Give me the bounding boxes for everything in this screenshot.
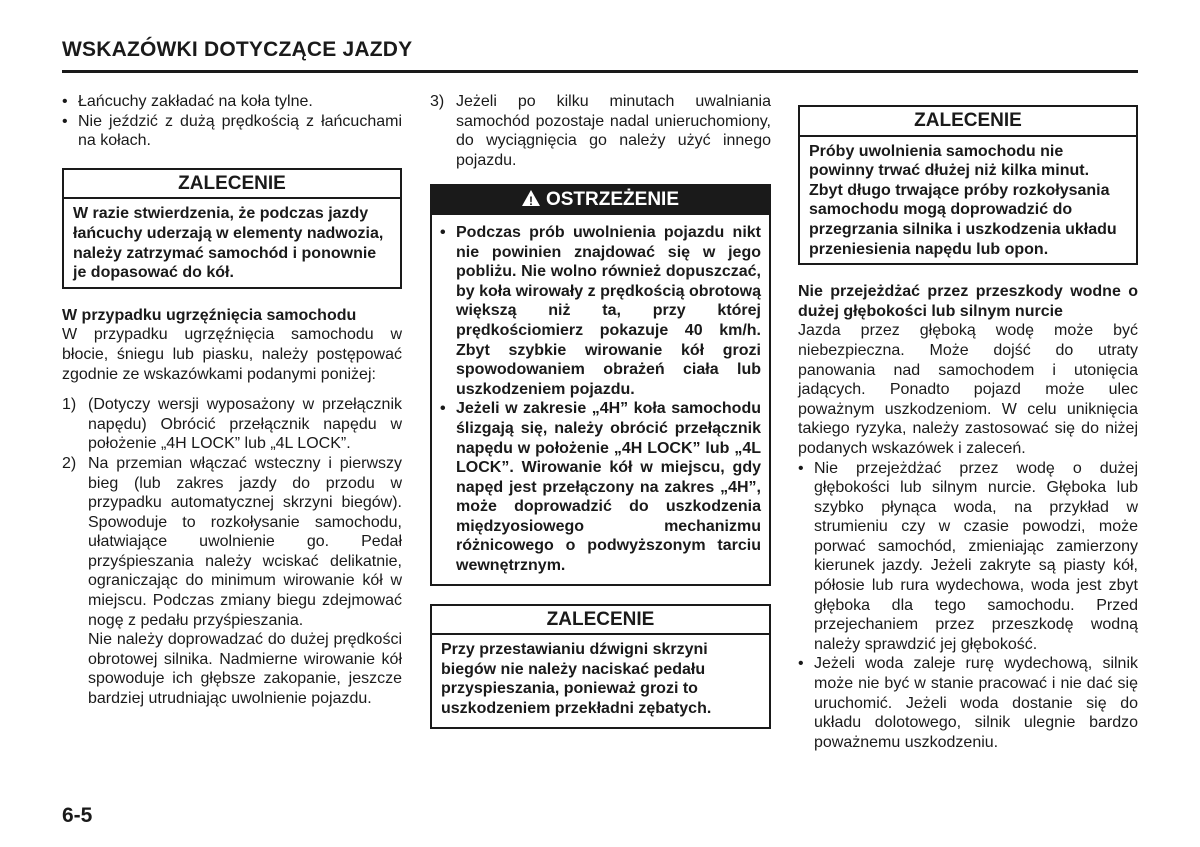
notice-title: ZALECENIE bbox=[432, 606, 769, 636]
chain-tips-list bbox=[62, 92, 402, 151]
step-item bbox=[62, 395, 402, 454]
water-section bbox=[798, 282, 1138, 458]
page-number: 6-5 bbox=[62, 804, 93, 827]
column-left bbox=[62, 92, 402, 709]
list-item: • Jeżeli woda zaleje rurę wydechową, silnik może nie być w stanie pracować i nie dać się uruchomić. Jeżeli woda dostanie się do układu dolotowego, silnik ulegnie bardzo poważnemu uszkodzeniu. bbox=[798, 654, 1138, 752]
warning-title bbox=[432, 186, 769, 215]
section-intro: W przypadku ugrzęźnięcia samochodu w błocie, śniegu lub piasku, należy postępować zgodnie ze wskazówkami podanymi poniżej: bbox=[62, 326, 402, 383]
column-middle bbox=[430, 92, 771, 729]
step-text: Jeżeli po kilku minutach uwalniania samochód pozostaje nadal unieruchomiony, do wyciągnięcia go należy użyć innego pojazdu. bbox=[456, 93, 771, 169]
step-item bbox=[430, 92, 771, 170]
step-number: 3) bbox=[430, 93, 445, 110]
notice-box-chains bbox=[62, 168, 402, 289]
warning-list bbox=[440, 223, 761, 576]
notice-body: Przy przestawianiu dźwigni skrzyni biegów nie należy naciskać pedału przyspieszania, ponieważ grozi to uszkodzeniem przekładni zębatych. bbox=[441, 641, 712, 718]
list-item: • Nie przejeżdżać przez wodę o dużej głębokości lub silnym nurcie. Głęboka lub szybko płynąca woda, na przykład w strumieniu czy w czasie powodzi, może porwać samochód, zmieniając zamierzony kierunek jazdy. Jeżeli zakryte są piasty kół, półosie lub rura wydechowa, woda jest zbyt głęboka dla tego samochodu. Przed przejechaniem przez przeszkodę wodną należy sprawdzić jej głębokość. bbox=[798, 459, 1138, 655]
list-item: • Łańcuchy zakładać na koła tylne. bbox=[62, 92, 402, 112]
water-tips-list bbox=[798, 459, 1138, 753]
section-heading: W przypadku ugrzęźnięcia samochodu bbox=[62, 306, 357, 324]
section-intro: Jazda przez głęboką wodę może być niebezpieczna. Może dojść do utraty panowania nad samochodem i utonięcia jadących. Ponadto pojazd może ulec poważnym uszkodzeniom. W celu uniknięcia takiego ryzyka, należy zastosować się do niżej podanych wskazówek i zaleceń. bbox=[798, 322, 1138, 457]
warning-box bbox=[430, 184, 771, 585]
notice-box-rocking bbox=[798, 105, 1138, 265]
steps-list-cont bbox=[430, 92, 771, 170]
warning-title-text: OSTRZEŻENIE bbox=[545, 189, 679, 211]
notice-body: W razie stwierdzenia, że podczas jazdy łańcuchy uderzają w elementy nadwozia, należy zatrzymać samochód i ponownie je dopasować do kół. bbox=[73, 205, 384, 282]
notice-box-gearshift bbox=[430, 604, 771, 729]
stuck-section bbox=[62, 306, 402, 384]
notice-title: ZALECENIE bbox=[800, 107, 1136, 137]
step-text: (Dotyczy wersji wyposażony w przełącznik napędu) Obrócić przełącznik napędu w położenie „4H LOCK” lub „4L LOCK”. bbox=[88, 396, 402, 453]
step-extra: Nie należy doprowadzać do dużej prędkości obrotowej silnika. Nadmierne wirowanie kół spowoduje ich głębsze zakopanie, jeszcze bardziej utrudniając uwolnienie pojazdu. bbox=[88, 631, 402, 708]
list-item: • Jeżeli w zakresie „4H” koła samochodu ślizgają się, należy obrócić przełącznik napędu w położenie „4H LOCK” lub „4L LOCK”. Wirowanie kół w miejscu, gdy napęd jest przełączony na zakres „4H”, może doprowadzić do uszkodzenia międzyosiowego mechanizmu różnicowego o podwyższonym tarciu wewnętrznym. bbox=[440, 399, 761, 575]
column-right bbox=[798, 92, 1138, 752]
list-item: • Nie jeździć z dużą prędkością z łańcuchami na kołach. bbox=[62, 112, 402, 151]
section-heading: Nie przejeżdżać przez przeszkody wodne o dużej głębokości lub silnym nurcie bbox=[798, 283, 1138, 320]
step-item bbox=[62, 454, 402, 709]
step-number: 1) bbox=[62, 396, 77, 414]
warning-body bbox=[432, 215, 769, 584]
list-item: • Podczas prób uwolnienia pojazdu nikt nie powinien znajdować się w jego pobliżu. Nie wolno również dopuszczać, by koła wirowały z prędkością obrotową większą niż ta, przy której prędkościomierz pokazuje 40 km/h. Zbyt szybkie wirowanie kół grozi spowodowaniem obrażeń ciała lub uszkodzeniem pojazdu. bbox=[440, 223, 761, 399]
page-title: WSKAZÓWKI DOTYCZĄCE JAZDY bbox=[62, 38, 413, 61]
header-rule bbox=[62, 70, 1138, 73]
step-text: Na przemian włączać wsteczny i pierwszy bieg (lub zakres jazdy do przodu w przypadku automatycznej skrzyni biegów). Spowoduje to rozkołysanie samochodu, ułatwiające uwolnienie go. Pedał przyśpieszania należy wciskać delikatnie, ograniczając do minimum wirowanie kół w miejscu. Podczas zmiany biegu zdejmować nogę z pedału przyśpieszania. bbox=[88, 454, 402, 629]
warning-triangle-icon: ! bbox=[522, 190, 540, 206]
step-number: 2) bbox=[62, 454, 77, 472]
notice-title: ZALECENIE bbox=[64, 170, 400, 200]
steps-list bbox=[62, 395, 402, 709]
notice-body: Próby uwolnienia samochodu nie powinny trwać dłużej niż kilka minut. Zbyt długo trwające próby rozkołysania samochodu mogą doprowadzić do przegrzania silnika i uszkodzenia układu przeniesienia napędu lub opon. bbox=[809, 142, 1117, 258]
